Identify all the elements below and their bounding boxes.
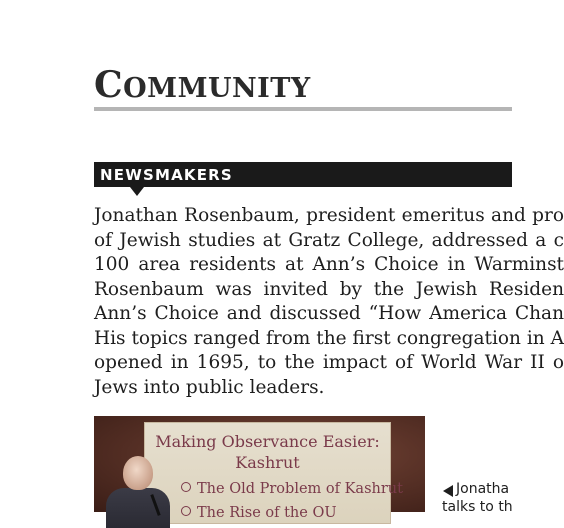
slide-bullet-text: The Rise of the OU — [197, 505, 337, 521]
article-line: Jonathan Rosenbaum, president emeritus and pro — [94, 205, 564, 226]
section-title-initial: C — [94, 64, 124, 106]
article-body — [94, 204, 564, 400]
article-line: of Jewish studies at Gratz College, addressed a c — [94, 229, 564, 251]
banner-pointer-icon — [130, 187, 144, 196]
caption-line: Jonatha — [456, 481, 510, 497]
newsmakers-label: NEWSMAKERS — [100, 166, 233, 184]
slide-bullet-item — [181, 505, 337, 521]
slide-subtitle: Kashrut — [235, 453, 300, 472]
article-line: Rosenbaum was invited by the Jewish Residen — [94, 278, 564, 300]
section-title-rule — [94, 107, 512, 111]
presentation-screen — [144, 422, 403, 524]
caption-line: talks to th — [442, 499, 513, 515]
article-line: 100 area residents at Ann’s Choice in Warminst — [94, 254, 564, 275]
article-line: Ann’s Choice and discussed “How America Chan — [94, 303, 564, 324]
section-title — [94, 64, 311, 106]
photo-caption — [442, 480, 562, 516]
slide-bullet-item — [181, 481, 403, 497]
circle-bullet-icon — [181, 482, 191, 492]
newsmakers-banner — [94, 162, 512, 187]
speaker-head — [123, 456, 153, 490]
circle-bullet-icon — [181, 506, 191, 516]
article-line: opened in 1695, to the impact of World War II o — [94, 352, 564, 373]
article-line: His topics ranged from the first congregation in A — [94, 327, 564, 349]
slide-title: Making Observance Easier: — [155, 432, 380, 451]
section-title-rest: OMMUNITY — [123, 73, 311, 104]
speaker-figure — [106, 488, 170, 528]
slide-bullet-text: The Old Problem of Kashrut — [197, 481, 403, 497]
article-line: Jews into public leaders. — [94, 376, 325, 398]
event-photo — [94, 416, 425, 521]
